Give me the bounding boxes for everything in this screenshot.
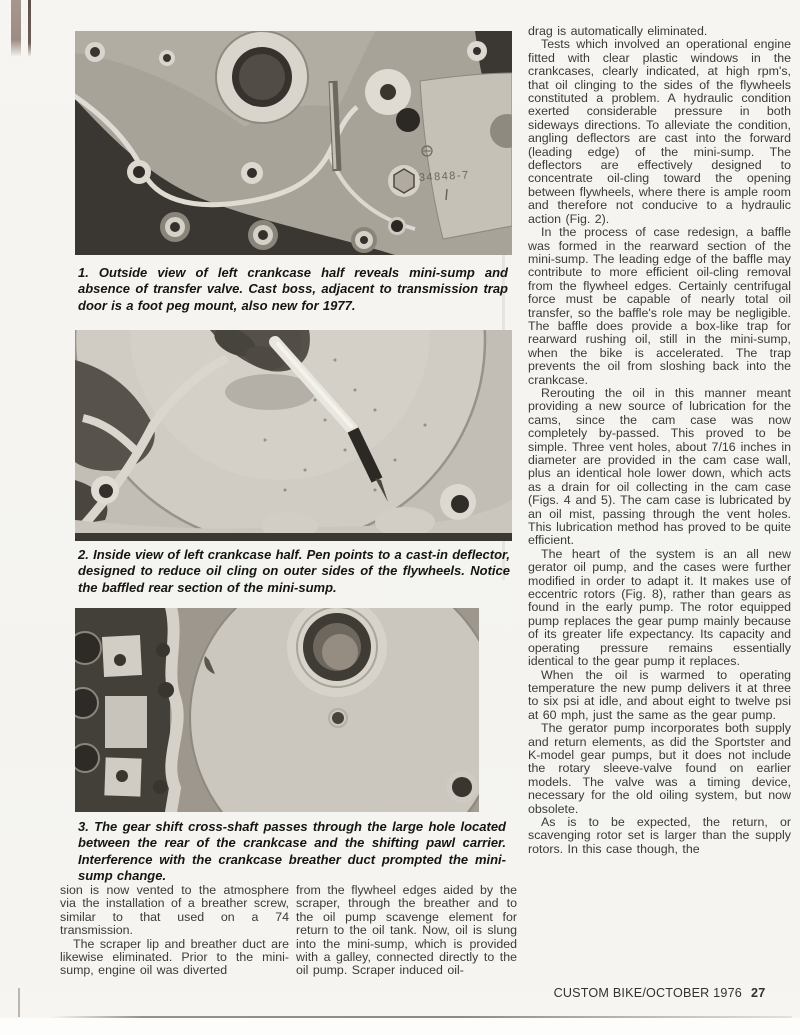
registration-mark: [11, 0, 21, 57]
body-paragraph: sion is now vented to the atmosphere via the installation of a breather screw, similar to that used on a 74 transmission.: [60, 883, 289, 938]
crankcase-inside-illustration: [75, 330, 512, 541]
body-paragraph: When the oil is warmed to operating temperature the new pump delivers it at three to six psi at idle, and about eight to twelve psi at 60 mph, just the same as the gear pump.: [528, 667, 791, 722]
page-footer: [528, 986, 791, 1000]
scan-edge-mark: [18, 988, 20, 1017]
page-number: 27: [750, 986, 766, 1000]
magazine-title: CUSTOM BIKE/OCTOBER 1976: [553, 986, 742, 1000]
crankcase-outside-illustration: [75, 31, 512, 255]
photo-outside-crankcase: [75, 31, 512, 255]
scanner-background: [0, 1018, 800, 1035]
caption-text: 1. Outside view of left crankcase half reveals mini-sump and absence of transfer valve. Cast boss, adjacent to transmission trap door is a foot peg mount, also new for 1977.: [78, 265, 508, 313]
body-paragraph: from the flywheel edges aided by the scraper, through the breather and to the oil pump scavenge element for return to the oil tank. Now, oil is slung into the mini-sump, which is provided with a galley, connected directly to the oil pump. Scraper induced oil-: [296, 883, 517, 978]
bottom-left-column: [60, 884, 289, 978]
body-paragraph: As is to be expected, the return, or scavenging rotor set is larger than the supply rotors. In this case though, the: [528, 814, 791, 856]
photo-caption-2: [78, 547, 510, 596]
caption-text: 3. The gear shift cross-shaft passes through the large hole located between the rear of the crankcase and the shifting pawl carrier. Interference with the crankcase breather duct prompted the mini-sump change.: [78, 819, 506, 884]
body-paragraph: The heart of the system is an all new gerator oil pump, and the cases were further modified in order to adapt it. It makes use of eccentric rotors (Fig. 8), rather than gears as found in the early pump. The rotor equipped pump replaces the gear pump mainly because of its greater life expectancy. Its capacity and operating pressure remains essentially identical to the gear pump it replaces.: [528, 546, 791, 669]
caption-text: 2. Inside view of left crankcase half. Pen points to a cast-in deflector, designed to reduce oil cling on outer sides of the flywheels. Notice the baffled rear section of the mini-sump.: [78, 547, 510, 595]
body-paragraph: The gerator pump incorporates both supply and return elements, as did the Sportster and K-model gear pumps, but it does not include the rotary sleeve-valve found on earlier models. The valve was a timing device, necessary for the old oiling system, but now obsolete.: [528, 721, 791, 816]
bottom-right-column: [296, 884, 517, 978]
crankcase-shaft-illustration: [75, 608, 479, 812]
right-column: [528, 25, 791, 856]
registration-mark: [28, 0, 31, 57]
body-paragraph: drag is automatically eliminated.: [528, 24, 708, 38]
body-paragraph: Tests which involved an operational engine fitted with clear plastic windows in the crankcases, clearly indicated, at high rpm's, that oil clinging to the sides of the flywheels constituted a problem. A hydraulic condition exerted considerable pressure in both sideways directions. To alleviate the condition, angling deflectors are cast into the forward (leading edge) of the mini-sump. The deflectors are effectively designed to concentrate oil-cling toward the opening between flywheels, where there is ample room and therefore not conducive to a hydraulic action (Fig. 2).: [528, 37, 791, 226]
body-paragraph: The scraper lip and breather duct are likewise eliminated. Prior to the mini-sump, engine oil was diverted: [60, 936, 289, 978]
photo-caption-1: [78, 265, 508, 314]
body-paragraph: Rerouting the oil in this manner meant providing a new source of lubrication for the cams, since the cam case was now completely by-passed. This proved to be simple. Three vent holes, about 7/16 inches in diameter are provided in the cam case wall, plus an identical hole lower down, which acts as a drain for oil collecting in the cam case (Figs. 4 and 5). The cam case is lubricated by an oil mist, passing through the vent holes. This lubrication method has proved to be quite efficient.: [528, 385, 791, 548]
casting-number: 34848-7: [418, 169, 470, 184]
photo-caption-3: [78, 819, 506, 885]
photo-crankcase-shaft-hole: [75, 608, 479, 812]
body-paragraph: In the process of case redesign, a baffle was formed in the rearward section of the mini-sump. The leading edge of the baffle may contribute to more efficient oil-cling removal from the flywheel edges. Certainly centrifugal force must be capable of nearly total oil transfer, so the baffle's role may be negligible. The baffle does provide a box-like trap for rearward rushing oil, still in the mini-sump, when the bike is accelerated. The trap prevents the oil from sloshing back into the crankcase.: [528, 225, 791, 387]
photo-inside-crankcase-pen: [75, 330, 512, 541]
